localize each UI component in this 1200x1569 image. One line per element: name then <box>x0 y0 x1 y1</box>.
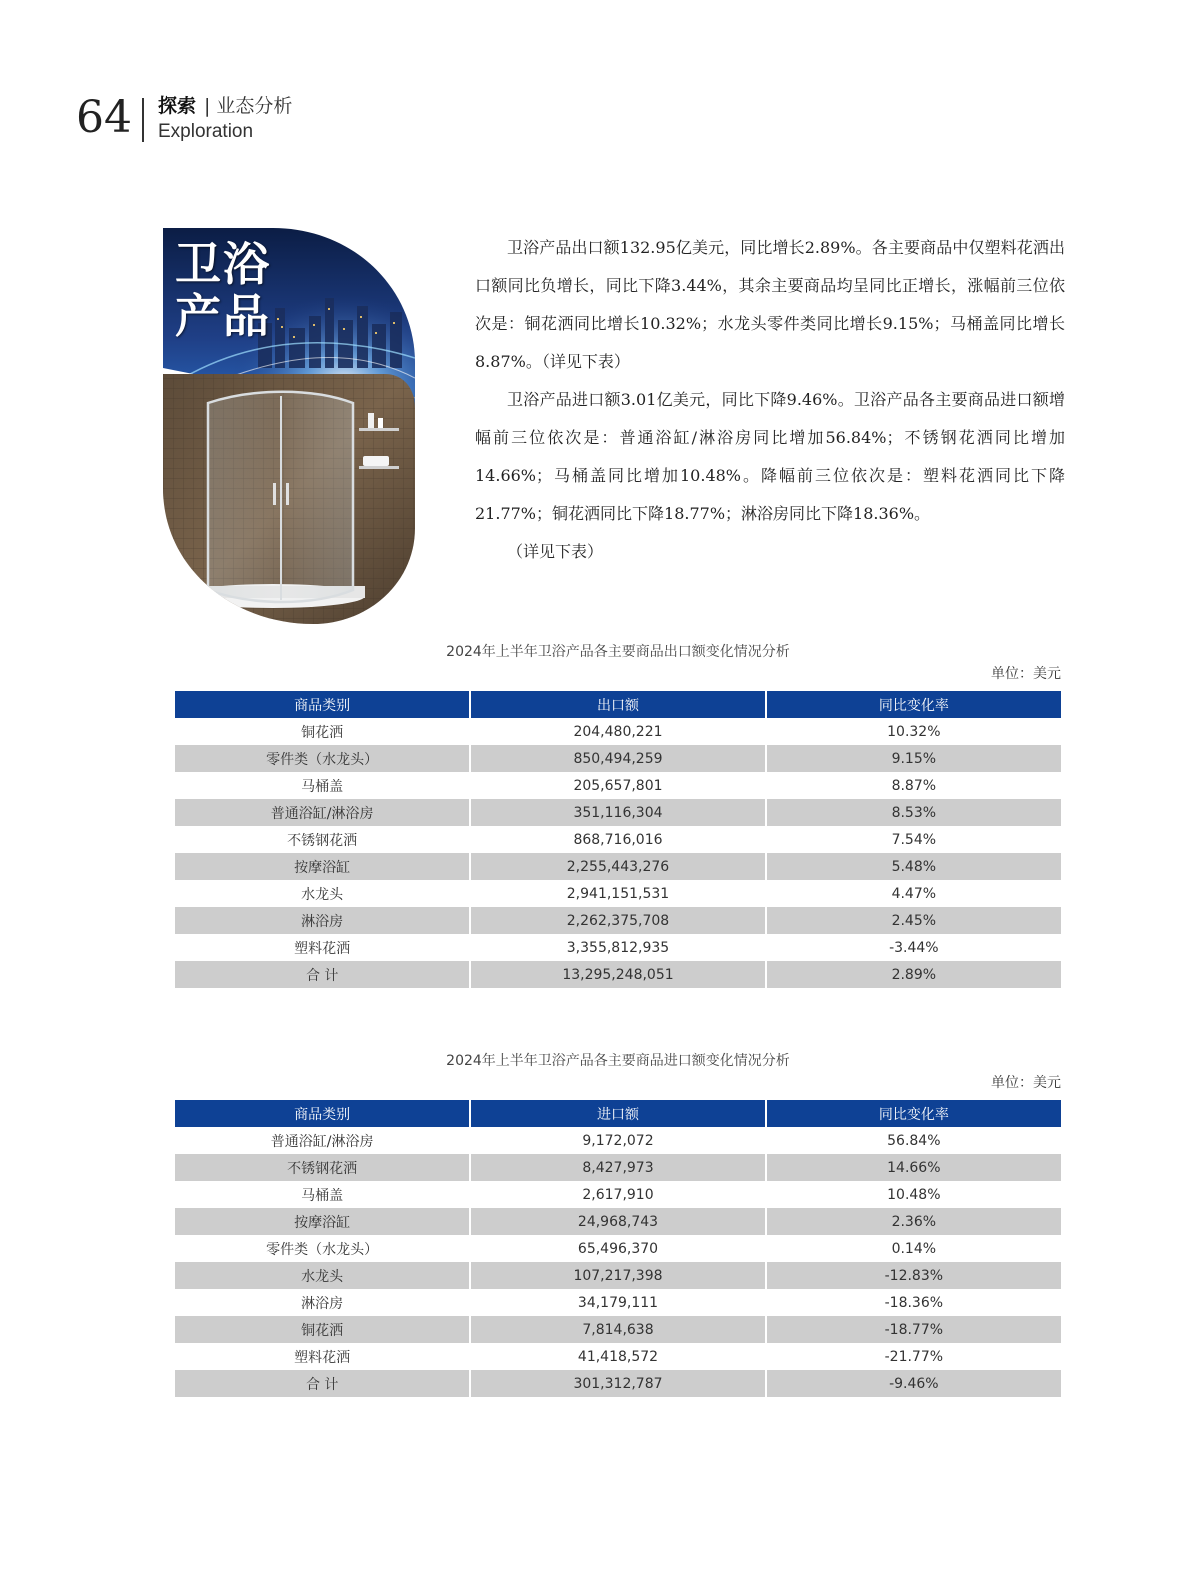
cell-category: 塑料花洒 <box>175 1343 470 1370</box>
column-header: 进口额 <box>470 1100 765 1127</box>
paragraph-note: （详见下表） <box>507 542 604 561</box>
cell-change: 56.84% <box>887 1132 941 1149</box>
cell-amount: 3,355,812,935 <box>470 934 765 961</box>
column-header: 商品类别 <box>175 1100 470 1127</box>
cell-amount: 7,814,638 <box>470 1316 765 1343</box>
cell-change: 2.45% <box>766 907 1061 934</box>
cell-amount: 9,172,072 <box>470 1127 765 1154</box>
table-row <box>175 1181 1061 1208</box>
column-header: 出口额 <box>470 691 765 718</box>
cell-amount: 351,116,304 <box>470 799 765 826</box>
cell-category: 铜花洒 <box>175 1316 470 1343</box>
cell-change: 8.87% <box>891 777 937 794</box>
import-table-unit: 单位：美元 <box>991 1075 1061 1091</box>
cell-amount: 24,968,743 <box>470 1208 765 1235</box>
cell-change: -3.44% <box>889 939 939 956</box>
cell-category: 按摩浴缸 <box>175 1208 470 1235</box>
cell-category: 零件类（水龙头） <box>175 745 470 772</box>
page-number: 64 <box>76 92 132 143</box>
cell-category: 马桶盖 <box>175 1181 470 1208</box>
section-title-bold: 探索 <box>158 95 197 117</box>
cell-change: -21.77% <box>884 1348 944 1365</box>
table-row <box>175 1154 1061 1181</box>
cell-category: 按摩浴缸 <box>175 853 470 880</box>
cell-amount: 850,494,259 <box>470 745 765 772</box>
cell-amount: 2,262,375,708 <box>470 907 765 934</box>
cell-change: 10.48% <box>887 1186 941 1203</box>
cell-amount: 41,418,572 <box>470 1343 765 1370</box>
cell-category: 合 计 <box>175 961 470 988</box>
table-total-row <box>175 961 1061 988</box>
column-header: 同比变化率 <box>766 691 1061 718</box>
table-row <box>175 1262 1061 1289</box>
cell-category: 水龙头 <box>175 880 470 907</box>
cell-change: 5.48% <box>766 853 1061 880</box>
cell-change: -18.36% <box>884 1294 944 1311</box>
table-total-row <box>175 1370 1061 1397</box>
cell-change: 0.14% <box>891 1240 937 1257</box>
cell-category: 零件类（水龙头） <box>175 1235 470 1262</box>
cell-amount: 107,217,398 <box>470 1262 765 1289</box>
cell-amount: 2,617,910 <box>470 1181 765 1208</box>
export-table <box>175 691 1061 988</box>
section-subtitle: 业态分析 <box>216 95 293 117</box>
column-header: 同比变化率 <box>766 1100 1061 1127</box>
hero-title-line-2: 产品 <box>175 289 271 343</box>
table-header-row <box>175 691 1061 718</box>
table-row <box>175 1289 1061 1316</box>
cell-category: 塑料花洒 <box>175 934 470 961</box>
cell-amount: 65,496,370 <box>470 1235 765 1262</box>
cell-change: 8.53% <box>766 799 1061 826</box>
table-row <box>175 1343 1061 1370</box>
cell-change: -9.46% <box>766 1370 1061 1397</box>
cell-change: 4.47% <box>891 885 937 902</box>
export-table-unit: 单位：美元 <box>991 666 1061 682</box>
import-table <box>175 1100 1061 1397</box>
cell-category: 普通浴缸/淋浴房 <box>175 799 470 826</box>
table-row <box>175 1235 1061 1262</box>
cell-amount: 2,255,443,276 <box>470 853 765 880</box>
export-table-caption: 2024年上半年卫浴产品各主要商品出口额变化情况分析 <box>446 644 790 660</box>
cell-category: 淋浴房 <box>175 907 470 934</box>
table-row <box>175 880 1061 907</box>
cell-category: 不锈钢花洒 <box>175 1154 470 1181</box>
hero-title <box>175 238 285 342</box>
paragraph-import: 卫浴产品进口额3.01亿美元，同比下降9.46%。卫浴产品各主要商品进口额增幅前三位依次是：普通浴缸/淋浴房同比增加56.84%；不锈钢花洒同比增加14.66%；马桶盖同比增加10.48%。降幅前三位依次是：塑料花洒同比下降21.77%；铜花洒同比下降18.77%；淋浴房同比下降18.36%。 <box>475 390 1065 523</box>
cell-amount: 8,427,973 <box>470 1154 765 1181</box>
table-row <box>175 826 1061 853</box>
table-row <box>175 1316 1061 1343</box>
paragraph-export: 卫浴产品出口额132.95亿美元，同比增长2.89%。各主要商品中仅塑料花洒出口额同比负增长，同比下降3.44%，其余主要商品均呈同比正增长，涨幅前三位依次是：铜花洒同比增长10.32%；水龙头零件类同比增长9.15%；马桶盖同比增长8.87%。（详见下表） <box>475 238 1065 371</box>
cell-change: 2.89% <box>766 961 1061 988</box>
cell-category: 水龙头 <box>175 1262 470 1289</box>
table-row <box>175 1208 1061 1235</box>
cell-change: 10.32% <box>887 723 941 740</box>
cell-amount: 868,716,016 <box>470 826 765 853</box>
article-body <box>475 229 1065 571</box>
table-row <box>175 1127 1061 1154</box>
cell-category: 马桶盖 <box>175 772 470 799</box>
cell-category: 淋浴房 <box>175 1289 470 1316</box>
table-row <box>175 772 1061 799</box>
table-row <box>175 745 1061 772</box>
cell-category: 普通浴缸/淋浴房 <box>175 1127 470 1154</box>
section-title-en: Exploration <box>158 121 254 142</box>
hero-title-line-1: 卫浴 <box>175 237 271 291</box>
export-table-block <box>175 640 1061 988</box>
cell-category: 合 计 <box>175 1370 470 1397</box>
import-table-caption: 2024年上半年卫浴产品各主要商品进口额变化情况分析 <box>446 1053 790 1069</box>
cell-amount: 301,312,787 <box>470 1370 765 1397</box>
table-row <box>175 853 1061 880</box>
section-title <box>158 94 292 118</box>
cell-change: -18.77% <box>766 1316 1061 1343</box>
cell-change: 9.15% <box>766 745 1061 772</box>
cell-amount: 204,480,221 <box>470 718 765 745</box>
table-row <box>175 718 1061 745</box>
header-divider <box>142 98 144 142</box>
cell-category: 不锈钢花洒 <box>175 826 470 853</box>
cell-amount: 205,657,801 <box>470 772 765 799</box>
table-row <box>175 934 1061 961</box>
cell-amount: 2,941,151,531 <box>470 880 765 907</box>
section-separator: | <box>204 95 211 117</box>
column-header: 商品类别 <box>175 691 470 718</box>
hero-illustration <box>163 228 415 624</box>
cell-change: 14.66% <box>766 1154 1061 1181</box>
cell-category: 铜花洒 <box>175 718 470 745</box>
cell-amount: 34,179,111 <box>470 1289 765 1316</box>
cell-change: -12.83% <box>766 1262 1061 1289</box>
import-table-block <box>175 1049 1061 1397</box>
table-row <box>175 799 1061 826</box>
cell-change: 2.36% <box>766 1208 1061 1235</box>
cell-change: 7.54% <box>891 831 937 848</box>
cell-amount: 13,295,248,051 <box>470 961 765 988</box>
table-row <box>175 907 1061 934</box>
table-header-row <box>175 1100 1061 1127</box>
